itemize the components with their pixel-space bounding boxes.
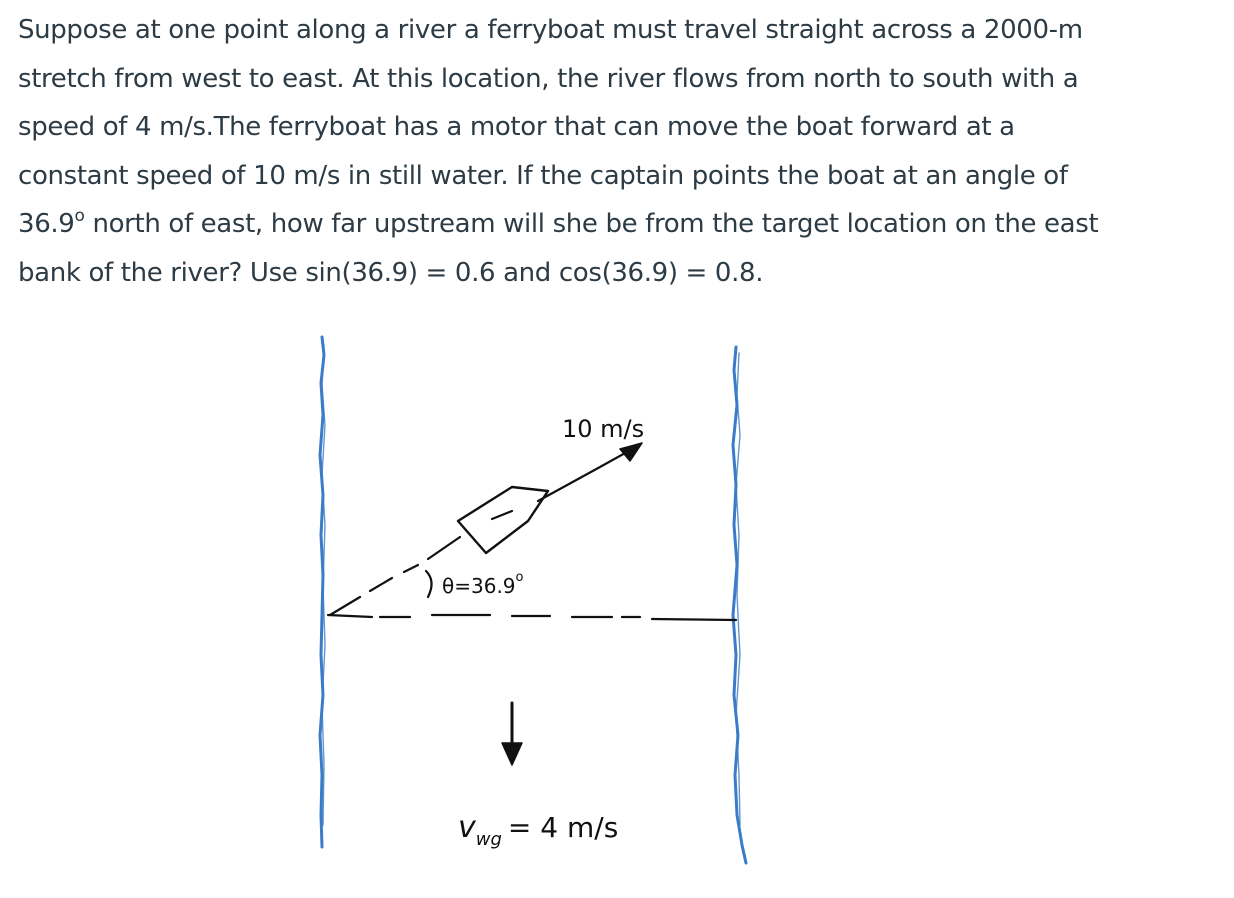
river-speed-value: = 4 m/s [507, 811, 619, 844]
boat-velocity-arrow [538, 447, 636, 501]
target-path-line [328, 615, 736, 620]
heading-line [330, 537, 460, 615]
problem-statement [18, 6, 1218, 297]
angle-value: 36.9 [18, 209, 75, 239]
problem-line-4: constant speed of 10 m/s in still water. If the captain points the boat at an angle of [18, 160, 1068, 191]
problem-line-5 [18, 200, 1218, 249]
boat-icon [458, 487, 548, 553]
problem-line-3: speed of 4 m/s.The ferryboat has a motor that can move the boat forward at a [18, 112, 1015, 142]
angle-arc [426, 571, 432, 597]
river-speed-label [458, 810, 618, 850]
river-diagram [300, 325, 780, 880]
river-speed-symbol: v [458, 810, 476, 845]
angle-label [442, 570, 524, 598]
angle-label-value: θ=36.9 [442, 574, 516, 598]
river-flow-arrowhead [502, 743, 522, 765]
problem-line-6: bank of the river? Use sin(36.9) = 0.6 and cos(36.9) = 0.8. [18, 257, 764, 288]
angle-degree-symbol: o [515, 570, 524, 585]
problem-line-5-rest: north of east, how far upstream will she be from the target location on the east [84, 209, 1099, 239]
boat-velocity-arrowhead [620, 443, 642, 461]
degree-symbol: o [74, 206, 85, 226]
problem-line-2: stretch from west to east. At this location, the river flows from north to south with a [18, 63, 1079, 94]
river-speed-subscript: wg [475, 829, 502, 850]
boat-speed-label: 10 m/s [562, 415, 645, 443]
problem-line-1: Suppose at one point along a river a ferryboat must travel straight across a 2000-m [18, 15, 1083, 45]
